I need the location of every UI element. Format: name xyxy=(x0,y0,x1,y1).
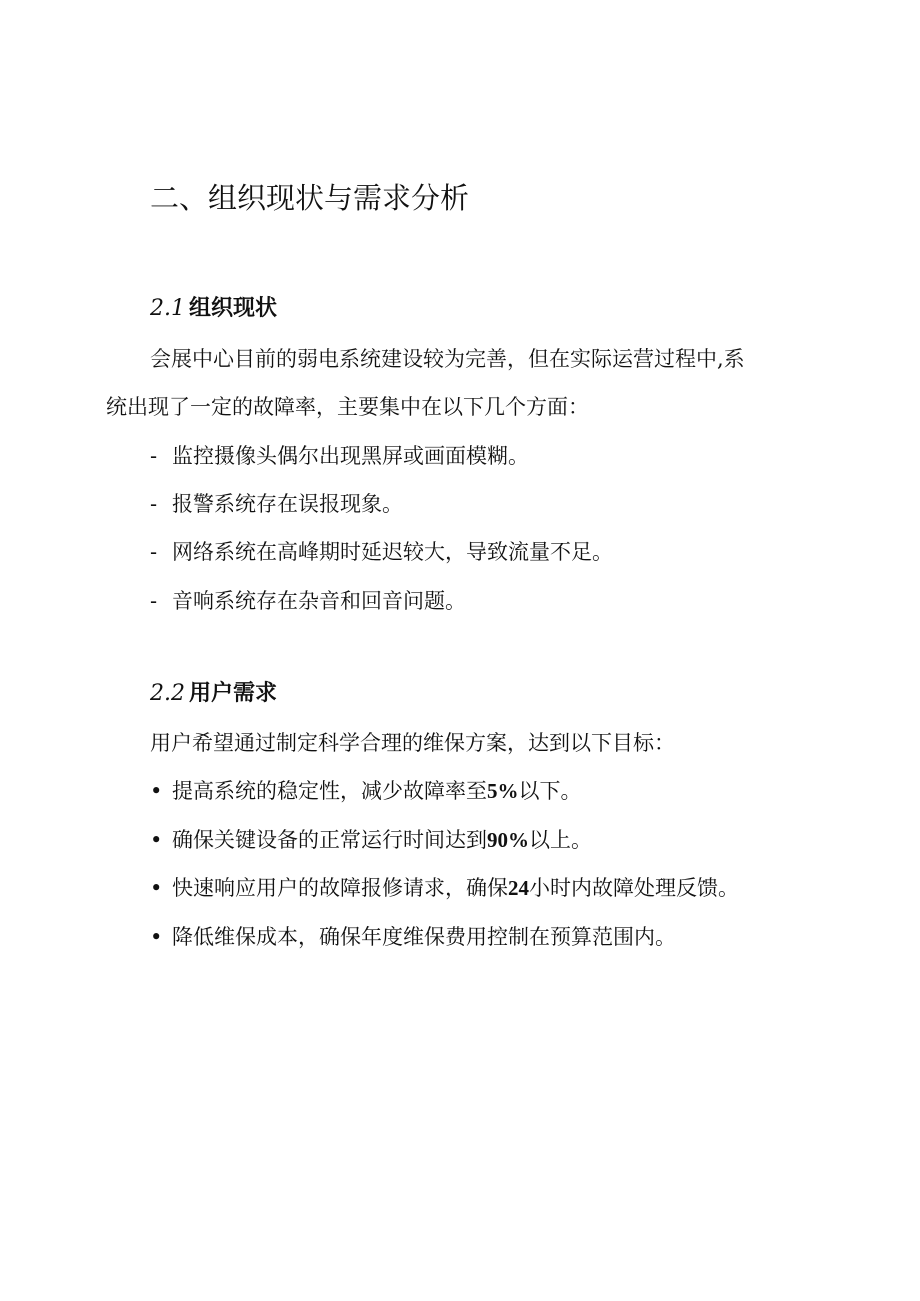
goal-figure: 90% xyxy=(487,828,529,852)
list-item-text: 监控摄像头偶尔出现黑屏或画面模糊。 xyxy=(172,444,529,468)
section-title: 用户需求 xyxy=(189,681,278,706)
list-item xyxy=(150,488,403,520)
goal-figure: 24 xyxy=(508,876,529,900)
list-item-text: 网络系统在高峰期时延迟较大，导致流量不足。 xyxy=(172,540,613,564)
goal-item xyxy=(150,921,676,953)
dash-marker: - xyxy=(150,540,158,564)
goal-item xyxy=(150,872,739,904)
section-number: 2.1 xyxy=(150,296,185,321)
status-paragraph-line-1: 会展中心目前的弱电系统建设较为完善，但在实际运营过程中,系 xyxy=(150,347,745,371)
goal-text-tail: 以上。 xyxy=(529,828,592,852)
list-item-text: 音响系统存在杂音和回音问题。 xyxy=(172,589,466,613)
goal-text: 快速响应用户的故障报修请求，确保 xyxy=(172,876,508,900)
list-item xyxy=(150,585,466,617)
list-item xyxy=(150,536,613,568)
bullet-marker: • xyxy=(150,828,163,852)
section-title: 组织现状 xyxy=(189,296,278,321)
goal-text: 降低维保成本，确保年度维保费用控制在预算范围内。 xyxy=(172,925,676,949)
needs-intro: 用户希望通过制定科学合理的维保方案，达到以下目标： xyxy=(150,731,675,755)
goal-text-tail: 小时内故障处理反馈。 xyxy=(529,876,739,900)
goal-item xyxy=(150,775,582,807)
goal-text: 提高系统的稳定性，减少故障率至 xyxy=(172,779,487,803)
section-heading-2-1 xyxy=(150,292,277,325)
section-heading-2-2 xyxy=(150,677,277,710)
dash-marker: - xyxy=(150,444,158,468)
dash-marker: - xyxy=(150,589,158,613)
chapter-title: 二、组织现状与需求分析 xyxy=(150,181,470,215)
bullet-marker: • xyxy=(150,779,163,803)
dash-marker: - xyxy=(150,492,158,516)
list-item xyxy=(150,440,529,472)
list-item-text: 报警系统存在误报现象。 xyxy=(172,492,403,516)
bullet-marker: • xyxy=(150,876,163,900)
section-number: 2.2 xyxy=(150,681,185,706)
goal-item xyxy=(150,824,592,856)
status-paragraph-line-2: 统出现了一定的故障率，主要集中在以下几个方面： xyxy=(106,395,589,419)
bullet-marker: • xyxy=(150,925,163,949)
goal-text-tail: 以下。 xyxy=(518,779,582,803)
goal-figure: 5% xyxy=(487,779,519,803)
goal-text: 确保关键设备的正常运行时间达到 xyxy=(172,828,487,852)
